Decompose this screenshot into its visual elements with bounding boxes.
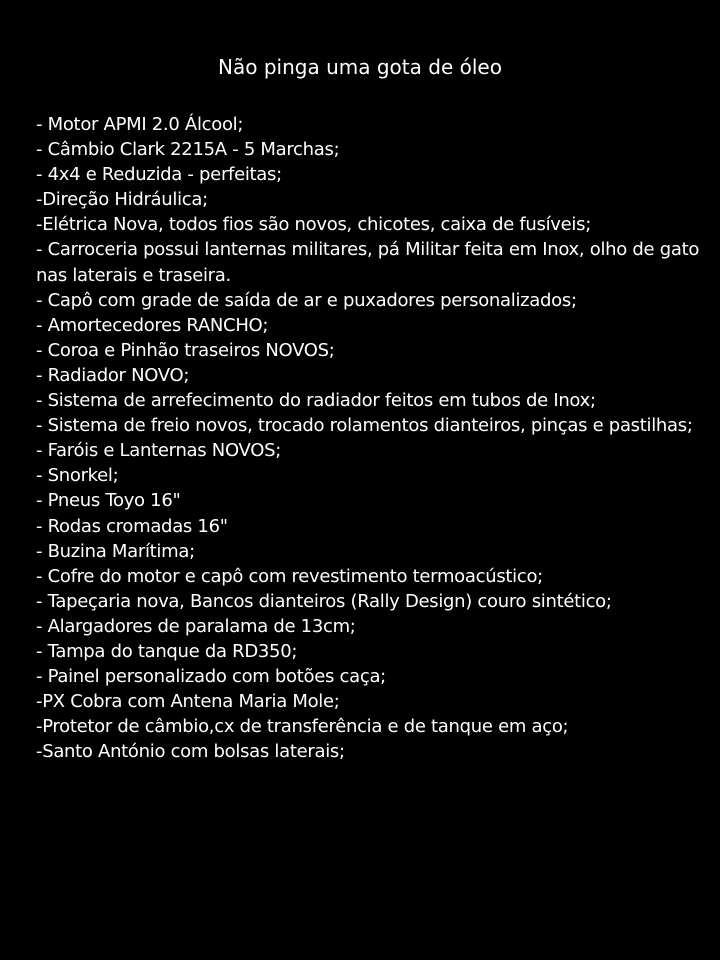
page-title: Não pinga uma gota de óleo <box>218 55 502 79</box>
list-item: - Coroa e Pinhão traseiros NOVOS; <box>36 339 335 361</box>
list-item: - Alargadores de paralama de 13cm; <box>36 615 356 637</box>
list-item: - Capô com grade de saída de ar e puxadores personalizados; <box>36 289 577 311</box>
list-item: - Motor APMI 2.0 Álcool; <box>36 114 244 135</box>
list-item: - Faróis e Lanternas NOVOS; <box>36 440 281 462</box>
list-item: - Buzina Marítima; <box>36 540 195 562</box>
list-item: - Sistema de freio novos, trocado rolamentos dianteiros, pinças e pastilhas; <box>36 415 693 437</box>
list-item: - Cofre do motor e capô com revestimento termoacústico; <box>36 565 543 587</box>
list-item: - Pneus Toyo 16" <box>36 490 181 512</box>
list-item: - Sistema de arrefecimento do radiador feitos em tubos de Inox; <box>36 390 596 412</box>
list-item: - Snorkel; <box>36 465 119 487</box>
list-item: -Elétrica Nova, todos fios são novos, chicotes, caixa de fusíveis; <box>36 214 591 236</box>
list-item: - Painel personalizado com botões caça; <box>36 666 386 688</box>
feature-list <box>36 112 706 764</box>
list-item: -Protetor de câmbio,cx de transferência e de tanque em aço; <box>36 716 569 738</box>
list-item: -PX Cobra com Antena Maria Mole; <box>36 691 340 713</box>
list-item: - Rodas cromadas 16" <box>36 515 228 537</box>
list-item: - Câmbio Clark 2215A - 5 Marchas; <box>36 139 340 161</box>
list-item: -Santo António com bolsas laterais; <box>36 741 345 763</box>
list-item: - Radiador NOVO; <box>36 364 190 386</box>
list-item: -Direção Hidráulica; <box>36 189 208 211</box>
list-item: - Tampa do tanque da RD350; <box>36 640 298 662</box>
list-item: - Tapeçaria nova, Bancos dianteiros (Rally Design) couro sintético; <box>36 590 612 612</box>
list-item: - Carroceria possui lanternas militares, pá Militar feita em Inox, olho de gato nas laterais e traseira. <box>36 239 700 286</box>
list-item: - 4x4 e Reduzida - perfeitas; <box>36 164 282 186</box>
list-item: - Amortecedores RANCHO; <box>36 314 269 336</box>
